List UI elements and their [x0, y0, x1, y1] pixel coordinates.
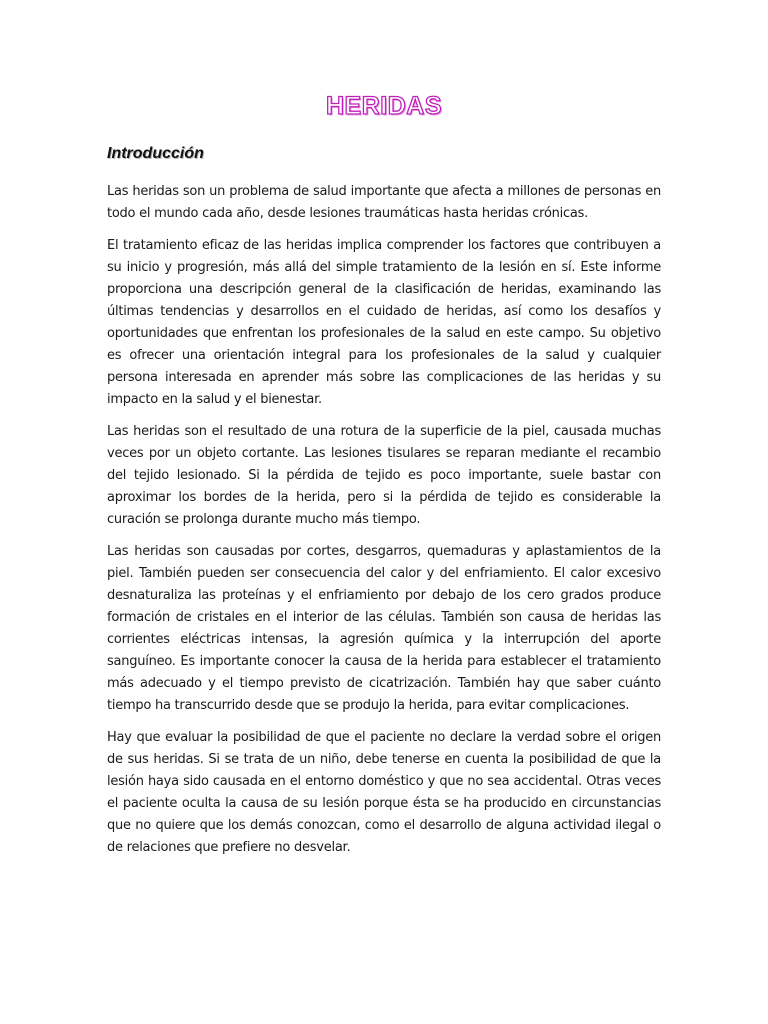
document-body	[107, 181, 661, 869]
paragraph: Las heridas son el resultado de una rotura de la superficie de la piel, causada muchas veces por un objeto cortante. Las lesiones tisulares se reparan mediante el recambio del tejido lesionado. Si la pérdida de tejido es poco importante, suele bastar con aproximar los bordes de la herida, pero si la pérdida de tejido es considerable la curación se prolonga durante mucho más tiempo.	[107, 424, 661, 527]
paragraph: Las heridas son un problema de salud importante que afecta a millones de personas en todo el mundo cada año, desde lesiones traumáticas hasta heridas crónicas.	[107, 184, 661, 221]
section-heading: Introducción	[107, 145, 204, 162]
paragraph: El tratamiento eficaz de las heridas implica comprender los factores que contribuyen a su inicio y progresión, más allá del simple tratamiento de la lesión en sí. Este informe proporciona una descripción general de la clasificación de heridas, examinando las últimas tendencias y desarrollos en el cuidado de heridas, así como los desafíos y oportunidades que enfrentan los profesionales de la salud en este campo. Su objetivo es ofrecer una orientación integral para los profesionales de la salud y cualquier persona interesada en aprender más sobre las complicaciones de las heridas y su impacto en la salud y el bienestar.	[107, 238, 661, 407]
document-title: HERIDAS	[325, 92, 442, 120]
paragraph: Hay que evaluar la posibilidad de que el paciente no declare la verdad sobre el origen de sus heridas. Si se trata de un niño, debe tenerse en cuenta la posibilidad de que la lesión haya sido causada en el entorno doméstico y que no sea accidental. Otras veces el paciente oculta la causa de su lesión porque ésta se ha producido en circunstancias que no quiere que los demás conozcan, como el desarrollo de alguna actividad ilegal o de relaciones que prefiere no desvelar.	[107, 730, 661, 855]
paragraph: Las heridas son causadas por cortes, desgarros, quemaduras y aplastamientos de la piel. También pueden ser consecuencia del calor y del enfriamiento. El calor excesivo desnaturaliza las proteínas y el enfriamiento por debajo de los cero grados produce formación de cristales en el interior de las células. También son causa de heridas las corrientes eléctricas intensas, la agresión química y la interrupción del aporte sanguíneo. Es importante conocer la causa de la herida para establecer el tratamiento más adecuado y el tiempo previsto de cicatrización. También hay que saber cuánto tiempo ha transcurrido desde que se produjo la herida, para evitar complicaciones.	[107, 544, 661, 713]
